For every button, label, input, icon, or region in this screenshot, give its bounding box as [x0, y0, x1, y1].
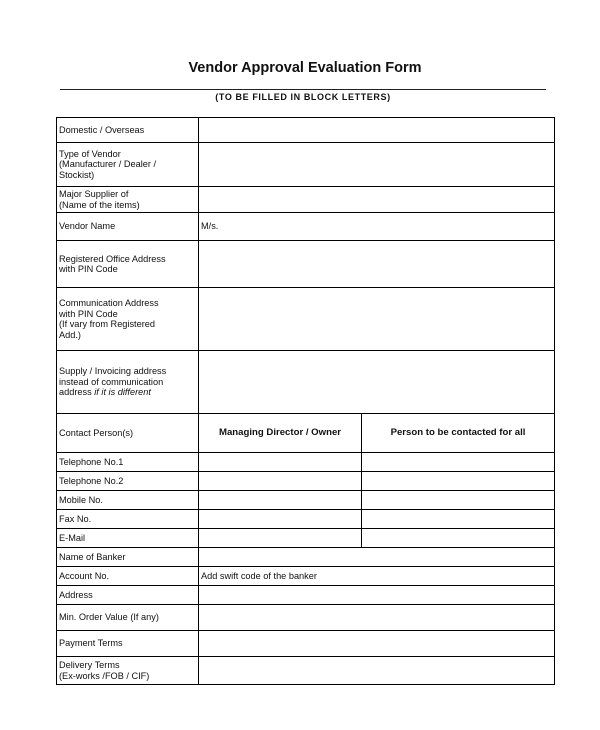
field-label: Min. Order Value (If any) [57, 605, 199, 631]
field-label: Domestic / Overseas [57, 118, 199, 143]
registered-address-field[interactable] [199, 241, 555, 288]
md-telephone-2-field[interactable] [199, 472, 362, 491]
major-supplier-field[interactable] [199, 187, 555, 213]
field-label: E-Mail [57, 529, 199, 548]
form-title: Vendor Approval Evaluation Form [188, 60, 422, 76]
banker-name-field[interactable] [199, 548, 555, 567]
field-label: Account No. [57, 567, 199, 586]
account-no-field[interactable]: Add swift code of the banker [199, 567, 555, 586]
form-row-telephone-2 [57, 472, 555, 491]
form-row-contact-person [57, 414, 555, 453]
field-label: Payment Terms [57, 631, 199, 657]
contact-email-field[interactable] [362, 529, 555, 548]
form-row-fax [57, 510, 555, 529]
form-row-email [57, 529, 555, 548]
form-row-delivery-terms [57, 657, 555, 685]
vendor-type-field[interactable] [199, 143, 555, 187]
field-label: Vendor Name [57, 213, 199, 241]
md-fax-field[interactable] [199, 510, 362, 529]
communication-address-field[interactable] [199, 288, 555, 351]
contact-mobile-field[interactable] [362, 491, 555, 510]
form-row-major-supplier [57, 187, 555, 213]
vendor-form-table [56, 117, 555, 685]
field-label: Name of Banker [57, 548, 199, 567]
form-row-banker [57, 548, 555, 567]
contact-telephone-2-field[interactable] [362, 472, 555, 491]
supply-label-emphasis: if it is different [94, 387, 151, 398]
min-order-field[interactable] [199, 605, 555, 631]
form-row-communication-address [57, 288, 555, 351]
field-label: Address [57, 586, 199, 605]
form-row-domestic-overseas [57, 118, 555, 143]
md-email-field[interactable] [199, 529, 362, 548]
field-label: Major Supplier of (Name of the items) [57, 187, 199, 213]
form-row-supply-address [57, 351, 555, 414]
vendor-name-field[interactable]: M/s. [199, 213, 555, 241]
delivery-terms-field[interactable] [199, 657, 555, 685]
md-telephone-1-field[interactable] [199, 453, 362, 472]
form-row-vendor-type [57, 143, 555, 187]
field-label: Delivery Terms (Ex-works /FOB / CIF) [57, 657, 199, 685]
form-row-telephone-1 [57, 453, 555, 472]
field-label: Fax No. [57, 510, 199, 529]
md-mobile-field[interactable] [199, 491, 362, 510]
field-label: Contact Person(s) [57, 414, 199, 453]
form-row-mobile [57, 491, 555, 510]
field-label: Registered Office Address with PIN Code [57, 241, 199, 288]
field-label: Mobile No. [57, 491, 199, 510]
header-managing-director: Managing Director / Owner [199, 414, 362, 453]
form-row-account-no [57, 567, 555, 586]
header-contact-person: Person to be contacted for all [362, 414, 555, 453]
supply-address-field[interactable] [199, 351, 555, 414]
domestic-overseas-field[interactable] [199, 118, 555, 143]
field-label: Telephone No.1 [57, 453, 199, 472]
form-row-bank-address [57, 586, 555, 605]
payment-terms-field[interactable] [199, 631, 555, 657]
contact-fax-field[interactable] [362, 510, 555, 529]
title-divider [60, 89, 546, 90]
field-label [57, 351, 199, 414]
field-label: Communication Address with PIN Code (If vary from Registered Add.) [57, 288, 199, 351]
bank-address-field[interactable] [199, 586, 555, 605]
form-row-registered-address [57, 241, 555, 288]
form-subtitle: (TO BE FILLED IN BLOCK LETTERS) [215, 92, 391, 102]
field-label: Type of Vendor (Manufacturer / Dealer / Stockist) [57, 143, 199, 187]
contact-telephone-1-field[interactable] [362, 453, 555, 472]
field-label: Telephone No.2 [57, 472, 199, 491]
form-row-min-order [57, 605, 555, 631]
form-row-payment-terms [57, 631, 555, 657]
supply-label-text: Supply / Invoicing address instead of communication address [59, 366, 167, 398]
form-row-vendor-name [57, 213, 555, 241]
